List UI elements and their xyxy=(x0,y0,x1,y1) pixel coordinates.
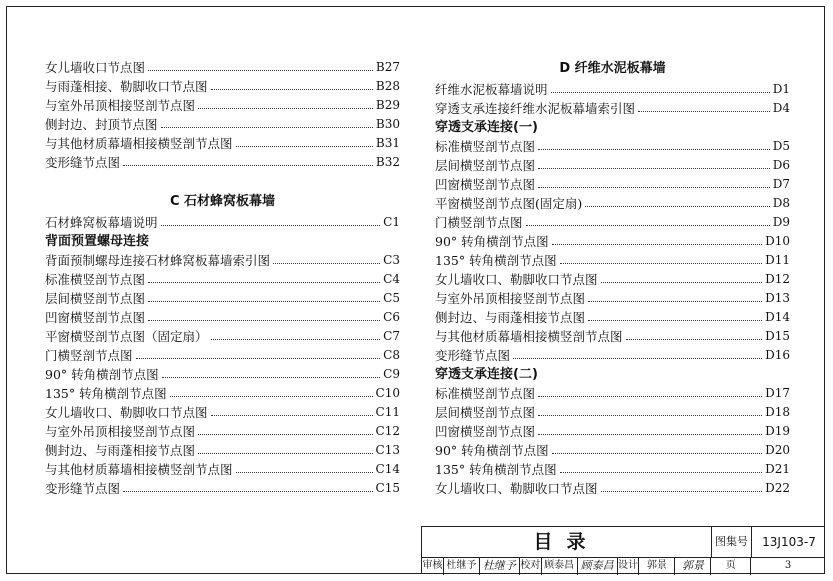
toc-entry[interactable] xyxy=(435,99,790,118)
leader-dots xyxy=(560,263,763,264)
toc-entry[interactable] xyxy=(45,213,400,232)
reviewer-signature: 杜继予 xyxy=(480,557,520,575)
entry-title: 标准横竖剖节点图 xyxy=(435,139,536,154)
toc-entry[interactable] xyxy=(435,308,790,327)
leader-dots xyxy=(601,491,763,492)
toc-entry[interactable] xyxy=(45,134,400,153)
toc-entry[interactable] xyxy=(45,460,400,479)
entry-page: C1 xyxy=(383,215,400,229)
entry-title: 凹窗横竖剖节点图 xyxy=(435,177,536,192)
toc-entry[interactable] xyxy=(45,115,400,134)
toc-entry[interactable] xyxy=(435,422,790,441)
leader-dots xyxy=(162,377,381,378)
leader-dots xyxy=(236,472,373,473)
leader-dots xyxy=(198,434,373,435)
entry-title: 层间横竖剖节点图 xyxy=(45,291,146,306)
leader-dots xyxy=(123,491,373,492)
toc-entry[interactable] xyxy=(45,308,400,327)
leader-dots xyxy=(123,165,373,166)
entry-page: D13 xyxy=(765,291,790,305)
entry-title: 与室外吊顶相接竖剖节点图 xyxy=(45,98,196,113)
atlas-number: 13J103-7 xyxy=(762,535,816,549)
toc-entry[interactable] xyxy=(435,346,790,365)
atlas-number-label: 图集号 xyxy=(712,527,752,557)
entry-title: 女儿墙收口节点图 xyxy=(45,60,146,75)
leader-dots xyxy=(538,168,770,169)
entry-page: C5 xyxy=(383,291,400,305)
leader-dots xyxy=(552,453,762,454)
toc-entry[interactable] xyxy=(45,270,400,289)
toc-entry[interactable] xyxy=(435,156,790,175)
designer-name: 郭景 xyxy=(639,557,675,575)
entry-page: D20 xyxy=(765,443,790,457)
leader-dots xyxy=(626,339,763,340)
leader-dots xyxy=(538,149,770,150)
entry-page: C7 xyxy=(383,329,400,343)
toc-entry[interactable] xyxy=(45,251,400,270)
toc-entry[interactable] xyxy=(435,479,790,498)
toc-entry[interactable] xyxy=(45,384,400,403)
toc-entry[interactable] xyxy=(435,137,790,156)
entry-title: 女儿墙收口、勒脚收口节点图 xyxy=(435,481,598,496)
entry-title: 层间横竖剖节点图 xyxy=(435,405,536,420)
entry-page: D6 xyxy=(772,158,790,172)
toc-entry[interactable] xyxy=(435,80,790,99)
entry-page: D10 xyxy=(765,234,790,248)
toc-entry[interactable] xyxy=(45,346,400,365)
entry-title: 135° 转角横剖节点图 xyxy=(435,462,557,477)
section-d-sub1-list xyxy=(435,137,790,365)
entry-page: D4 xyxy=(772,101,790,115)
toc-entry[interactable] xyxy=(435,232,790,251)
entry-title: 135° 转角横剖节点图 xyxy=(45,386,167,401)
leader-dots xyxy=(538,187,770,188)
leader-dots xyxy=(148,70,373,71)
design-label: 设计 xyxy=(618,557,640,575)
toc-entry[interactable] xyxy=(435,270,790,289)
entry-page: D19 xyxy=(765,424,790,438)
review-label: 审核 xyxy=(422,557,444,575)
entry-page: D21 xyxy=(765,462,790,476)
entry-page: D8 xyxy=(772,196,790,210)
section-c-heading: C 石材蜂窝板幕墙 xyxy=(169,194,276,209)
entry-page: C4 xyxy=(383,272,400,286)
entry-title: 135° 转角横剖节点图 xyxy=(435,253,557,268)
entry-page: D5 xyxy=(772,139,790,153)
entry-page: D16 xyxy=(765,348,790,362)
toc-entry[interactable] xyxy=(435,460,790,479)
toc-entry[interactable] xyxy=(45,289,400,308)
toc-entry[interactable] xyxy=(45,153,400,172)
section-b-continued-list xyxy=(45,58,400,172)
entry-page: D17 xyxy=(765,386,790,400)
toc-entry[interactable] xyxy=(45,327,400,346)
toc-entry[interactable] xyxy=(435,251,790,270)
toc-entry[interactable] xyxy=(435,175,790,194)
entry-page: B30 xyxy=(375,117,400,131)
leader-dots xyxy=(538,434,762,435)
leader-dots xyxy=(198,108,373,109)
entry-page: C10 xyxy=(375,386,400,400)
entry-title: 90° 转角横剖节点图 xyxy=(435,234,549,249)
leader-dots xyxy=(211,415,373,416)
entry-page: D7 xyxy=(772,177,790,191)
leader-dots xyxy=(526,225,770,226)
leader-dots xyxy=(236,146,373,147)
entry-page: D9 xyxy=(772,215,790,229)
toc-entry[interactable] xyxy=(45,365,400,384)
leader-dots xyxy=(273,263,380,264)
section-c-list xyxy=(45,251,400,498)
designer-signature: 郭景 xyxy=(675,557,711,575)
entry-page: B29 xyxy=(375,98,400,112)
entry-page: D18 xyxy=(765,405,790,419)
entry-page: C8 xyxy=(383,348,400,362)
page-number: 3 xyxy=(784,560,792,571)
entry-title: 标准横竖剖节点图 xyxy=(435,386,536,401)
entry-title: 与室外吊顶相接竖剖节点图 xyxy=(45,424,196,439)
toc-entry[interactable] xyxy=(45,403,400,422)
section-c-subheading: 背面预置螺母连接 xyxy=(45,234,150,249)
entry-page: C11 xyxy=(375,405,400,419)
toc-left-column xyxy=(45,58,400,498)
entry-title: 与其他材质幕墙相接横竖剖节点图 xyxy=(45,136,233,151)
entry-page: C6 xyxy=(383,310,400,324)
toc-right-column xyxy=(435,58,790,498)
leader-dots xyxy=(585,206,769,207)
entry-page: C13 xyxy=(375,443,400,457)
entry-page: D22 xyxy=(765,481,790,495)
entry-title: 穿透支承连接纤维水泥板幕墙索引图 xyxy=(435,101,636,116)
reviewer-name: 杜继予 xyxy=(444,557,480,575)
leader-dots xyxy=(148,320,380,321)
entry-page: B32 xyxy=(375,155,400,169)
leader-dots xyxy=(198,453,373,454)
toc-entry[interactable] xyxy=(435,327,790,346)
section-d-heading: D 纤维水泥板幕墙 xyxy=(559,61,666,76)
entry-page: B27 xyxy=(375,60,400,74)
toc-entry[interactable] xyxy=(435,441,790,460)
section-d-intro-list xyxy=(435,80,790,118)
leader-dots xyxy=(588,301,762,302)
checker-name: 顾泰昌 xyxy=(542,557,578,575)
entry-title: 与雨蓬相接、勒脚收口节点图 xyxy=(45,79,208,94)
entry-title: 门横竖剖节点图 xyxy=(45,348,133,363)
section-d-subheading-2: 穿透支承连接(二) xyxy=(435,367,538,382)
entry-page: C14 xyxy=(375,462,400,476)
toc-entry[interactable] xyxy=(45,58,400,77)
entry-title: 平窗横竖剖节点图(固定扇) xyxy=(435,196,583,211)
section-d-sub2-list xyxy=(435,384,790,498)
toc-entry[interactable] xyxy=(435,289,790,308)
entry-page: D12 xyxy=(765,272,790,286)
entry-title: 凹窗横竖剖节点图 xyxy=(435,424,536,439)
entry-title: 侧封边、与雨蓬相接节点图 xyxy=(435,310,586,325)
entry-title: 侧封边、与雨蓬相接节点图 xyxy=(45,443,196,458)
entry-page: C3 xyxy=(383,253,400,267)
toc-entry[interactable] xyxy=(45,77,400,96)
entry-title: 平窗横竖剖节点图（固定扇） xyxy=(45,329,208,344)
toc-entry[interactable] xyxy=(45,96,400,115)
leader-dots xyxy=(211,89,373,90)
leader-dots xyxy=(601,282,763,283)
leader-dots xyxy=(170,396,373,397)
entry-title: 变形缝节点图 xyxy=(45,481,121,496)
leader-dots xyxy=(136,358,381,359)
entry-title: 纤维水泥板幕墙说明 xyxy=(435,82,548,97)
entry-page: C9 xyxy=(383,367,400,381)
entry-page: C12 xyxy=(375,424,400,438)
entry-title: 女儿墙收口、勒脚收口节点图 xyxy=(435,272,598,287)
section-d-subheading-1: 穿透支承连接(一) xyxy=(435,120,538,135)
toc-entry[interactable] xyxy=(435,384,790,403)
toc-entry[interactable] xyxy=(435,403,790,422)
title-block xyxy=(421,526,825,574)
leader-dots xyxy=(551,92,770,93)
entry-title: 变形缝节点图 xyxy=(435,348,511,363)
page-label: 页 xyxy=(711,557,751,575)
entry-title: 与其他材质幕墙相接横竖剖节点图 xyxy=(435,329,623,344)
leader-dots xyxy=(538,396,762,397)
leader-dots xyxy=(538,415,762,416)
entry-title: 女儿墙收口、勒脚收口节点图 xyxy=(45,405,208,420)
leader-dots xyxy=(211,339,381,340)
entry-page: D15 xyxy=(765,329,790,343)
entry-title: 90° 转角横剖节点图 xyxy=(45,367,159,382)
leader-dots xyxy=(513,358,762,359)
entry-page: B28 xyxy=(375,79,400,93)
entry-title: 与室外吊顶相接竖剖节点图 xyxy=(435,291,586,306)
leader-dots xyxy=(161,225,381,226)
leader-dots xyxy=(148,282,380,283)
toc-entry[interactable] xyxy=(45,479,400,498)
leader-dots xyxy=(638,111,770,112)
leader-dots xyxy=(552,244,762,245)
entry-title: 门横竖剖节点图 xyxy=(435,215,523,230)
entry-title: 石材蜂窝板幕墙说明 xyxy=(45,215,158,230)
leader-dots xyxy=(148,301,380,302)
leader-dots xyxy=(588,320,762,321)
entry-title: 凹窗横竖剖节点图 xyxy=(45,310,146,325)
entry-title: 90° 转角横剖节点图 xyxy=(435,443,549,458)
toc-entry[interactable] xyxy=(45,422,400,441)
leader-dots xyxy=(161,127,373,128)
leader-dots xyxy=(560,472,763,473)
entry-page: D1 xyxy=(772,82,790,96)
toc-entry[interactable] xyxy=(435,194,790,213)
toc-entry[interactable] xyxy=(45,441,400,460)
toc-entry[interactable] xyxy=(435,213,790,232)
entry-title: 层间横竖剖节点图 xyxy=(435,158,536,173)
checker-signature: 顾泰昌 xyxy=(578,557,618,575)
entry-page: D14 xyxy=(765,310,790,324)
entry-title: 背面预制螺母连接石材蜂窝板幕墙索引图 xyxy=(45,253,271,268)
entry-page: D11 xyxy=(765,253,790,267)
entry-page: C15 xyxy=(375,481,400,495)
document-title: 目录 xyxy=(422,527,712,557)
entry-title: 标准横竖剖节点图 xyxy=(45,272,146,287)
entry-page: B31 xyxy=(375,136,400,150)
entry-title: 侧封边、封顶节点图 xyxy=(45,117,158,132)
entry-title: 与其他材质幕墙相接横竖剖节点图 xyxy=(45,462,233,477)
check-label: 校对 xyxy=(520,557,542,575)
entry-title: 变形缝节点图 xyxy=(45,155,121,170)
